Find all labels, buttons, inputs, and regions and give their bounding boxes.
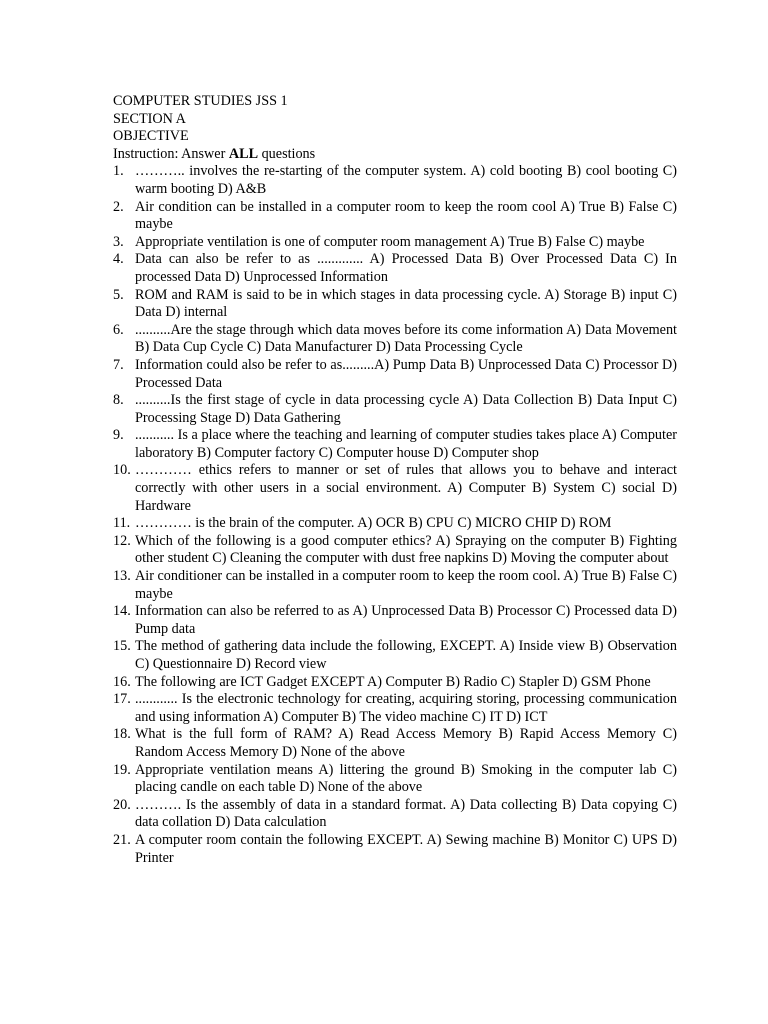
question-item bbox=[113, 287, 677, 322]
instruction-emphasis: ALL bbox=[228, 145, 259, 162]
question-type-heading: OBJECTIVE bbox=[113, 128, 189, 145]
question-item bbox=[113, 462, 677, 515]
question-number: 19. bbox=[113, 761, 131, 778]
question-text: ………… ethics refers to manner or set of rules that allows you to behave and interact correctly with other users in a social environment. A) Computer B) System C) social D) Hardware bbox=[135, 462, 677, 514]
question-item bbox=[113, 392, 677, 427]
question-text: ........... Is a place where the teaching and learning of computer studies takes place A) Computer laboratory B) Computer factory C) Computer house D) Computer shop bbox=[135, 427, 677, 461]
question-number: 10. bbox=[113, 462, 131, 479]
question-number: 21. bbox=[113, 831, 131, 848]
question-text: ..........Is the first stage of cycle in data processing cycle A) Data Collection B) Data Input C) Processing Stage D) Data Gathering bbox=[135, 392, 677, 426]
question-item bbox=[113, 427, 677, 462]
question-item bbox=[113, 691, 677, 726]
question-number: 18. bbox=[113, 726, 131, 743]
question-number: 3. bbox=[113, 233, 124, 250]
question-item bbox=[113, 797, 677, 832]
question-item bbox=[113, 603, 677, 638]
question-number: 1. bbox=[113, 163, 124, 180]
question-item bbox=[113, 251, 677, 286]
question-number: 7. bbox=[113, 356, 124, 373]
instruction-prefix: Instruction: Answer bbox=[113, 145, 229, 162]
question-text: Data can also be refer to as ............. A) Processed Data B) Over Processed Data C) In processed Data D) Unprocessed Information bbox=[135, 251, 677, 285]
question-item bbox=[113, 762, 677, 797]
question-text: Appropriate ventilation is one of computer room management A) True B) False C) maybe bbox=[135, 233, 645, 250]
question-item bbox=[113, 234, 677, 252]
question-item bbox=[113, 322, 677, 357]
question-text: Air conditioner can be installed in a computer room to keep the room cool. A) True B) False C) maybe bbox=[135, 568, 677, 602]
question-text: ………… is the brain of the computer. A) OCR B) CPU C) MICRO CHIP D) ROM bbox=[135, 515, 612, 532]
question-item bbox=[113, 832, 677, 867]
instruction-suffix: questions bbox=[258, 145, 316, 162]
question-number: 20. bbox=[113, 796, 131, 813]
question-item bbox=[113, 674, 677, 692]
question-item bbox=[113, 638, 677, 673]
question-text: ............ Is the electronic technology for creating, acquiring storing, processing communication and using information A) Computer B) The video machine C) IT D) ICT bbox=[135, 691, 677, 725]
document-title: COMPUTER STUDIES JSS 1 bbox=[113, 93, 288, 109]
question-text: Air condition can be installed in a computer room to keep the room cool A) True B) False C) maybe bbox=[135, 198, 677, 233]
question-item bbox=[113, 199, 677, 234]
question-text: ……….. involves the re-starting of the computer system. A) cold booting B) cool booting C) warm booting D) A&B bbox=[135, 163, 677, 197]
question-item bbox=[113, 357, 677, 392]
question-item bbox=[113, 726, 677, 761]
document-page bbox=[113, 93, 677, 867]
question-number: 6. bbox=[113, 321, 124, 338]
question-text: ..........Are the stage through which data moves before its come information A) Data Movement B) Data Cup Cycle C) Data Manufacturer D) Data Processing Cycle bbox=[135, 321, 677, 356]
question-number: 13. bbox=[113, 568, 131, 585]
question-item bbox=[113, 568, 677, 603]
question-number: 9. bbox=[113, 427, 124, 444]
question-number: 14. bbox=[113, 603, 131, 620]
question-list bbox=[113, 163, 677, 867]
question-text: ROM and RAM is said to be in which stages in data processing cycle. A) Storage B) input C) Data D) internal bbox=[135, 286, 677, 321]
question-text: The method of gathering data include the following, EXCEPT. A) Inside view B) Observation C) Questionnaire D) Record view bbox=[135, 638, 677, 672]
question-number: 16. bbox=[113, 673, 131, 690]
question-number: 12. bbox=[113, 532, 131, 549]
question-text: The following are ICT Gadget EXCEPT A) Computer B) Radio C) Stapler D) GSM Phone bbox=[135, 673, 651, 690]
instruction-line bbox=[113, 146, 677, 164]
question-number: 2. bbox=[113, 198, 124, 215]
question-item bbox=[113, 515, 677, 533]
question-text: Information could also be refer to as.........A) Pump Data B) Unprocessed Data C) Processor D) Processed Data bbox=[135, 356, 677, 391]
question-text: Appropriate ventilation means A) littering the ground B) Smoking in the computer lab C) placing candle on each table D) None of the above bbox=[135, 761, 677, 796]
question-text: What is the full form of RAM? A) Read Access Memory B) Rapid Access Memory C) Random Access Memory D) None of the above bbox=[135, 726, 677, 760]
question-item bbox=[113, 163, 677, 198]
question-number: 15. bbox=[113, 638, 131, 655]
question-number: 11. bbox=[113, 515, 131, 532]
question-number: 4. bbox=[113, 251, 124, 268]
question-text: Which of the following is a good computer ethics? A) Spraying on the computer B) Fighting other student C) Cleaning the computer with dust free napkins D) Moving the computer about bbox=[135, 532, 677, 567]
question-item bbox=[113, 533, 677, 568]
question-number: 8. bbox=[113, 392, 124, 409]
question-text: Information can also be referred to as A) Unprocessed Data B) Processor C) Processed data D) Pump data bbox=[135, 603, 677, 637]
question-number: 5. bbox=[113, 286, 124, 303]
section-heading: SECTION A bbox=[113, 110, 186, 127]
question-text: ………. Is the assembly of data in a standard format. A) Data collecting B) Data copying C) data collation D) Data calculation bbox=[135, 796, 677, 831]
question-text: A computer room contain the following EXCEPT. A) Sewing machine B) Monitor C) UPS D) Printer bbox=[135, 831, 677, 866]
question-number: 17. bbox=[113, 691, 131, 708]
